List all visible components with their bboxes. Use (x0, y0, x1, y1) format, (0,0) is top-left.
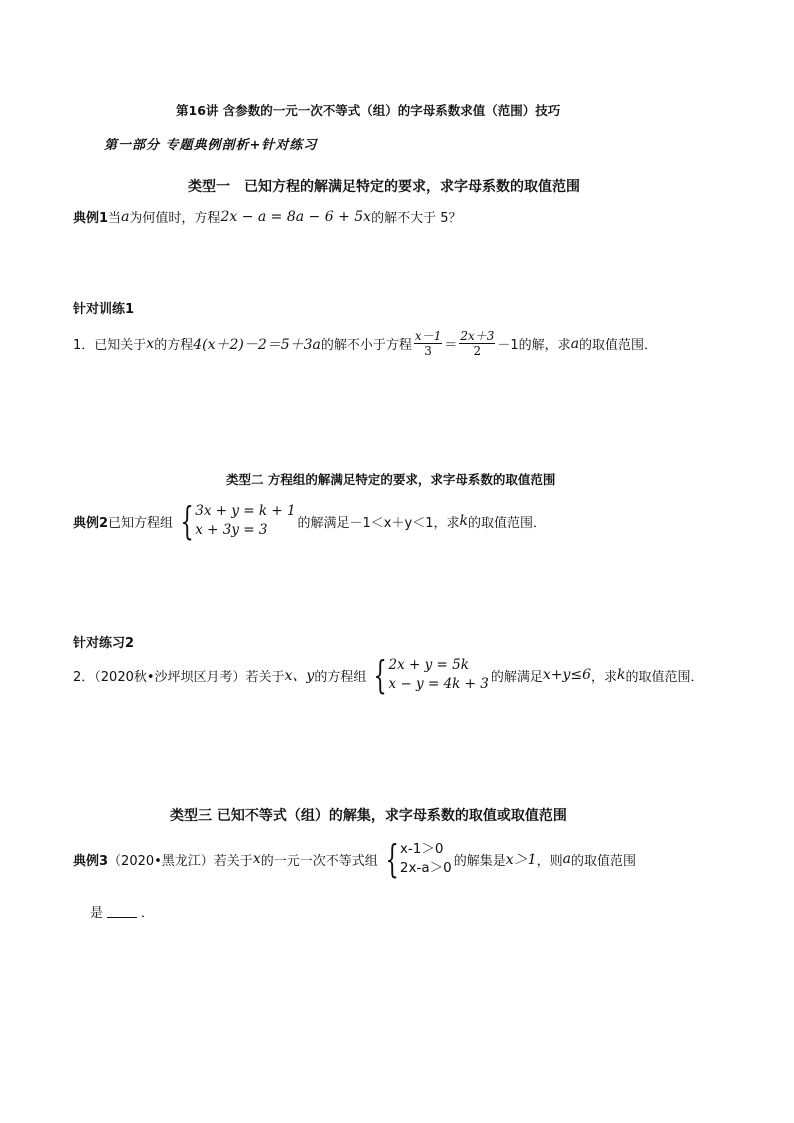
fraction-1: $\frac{x-1}{3}$ (414, 329, 442, 358)
page-title: 第16讲 含参数的一元一次不等式（组）的字母系数求值（范围）技巧 (176, 103, 561, 118)
question1-equation: 4(x＋2)－2＝5＋3a (193, 336, 321, 353)
left-brace: { (385, 837, 399, 881)
type2-heading: 类型二 方程组的解满足特定的要求，求字母系数的取值范围 (226, 472, 556, 487)
example1-line: 典例1 当 a 为何值时，方程 2x − a = 8a − 6 + 5x 的解不大于 5？ (73, 208, 462, 226)
type1-heading: 类型一 已知方程的解满足特定的要求，求字母系数的取值范围 (188, 179, 580, 195)
fraction-2: $\frac{2x+3}{2}$ (460, 329, 495, 358)
practice1-label: 针对训练1 (73, 302, 135, 317)
example1-equation: 2x − a = 8a − 6 + 5x (220, 208, 372, 225)
left-brace: { (180, 499, 194, 543)
example2-label: 典例2 (73, 515, 109, 531)
part-heading: 第一部分 专题典例剖析+针对练习 (104, 138, 318, 153)
inequality-system-3: { x-1＞0 2x-a＞0 (385, 837, 452, 881)
question2-line: 2．（2020秋•沙坪坝区月考）若关于 x、y 的方程组 { 2x + y = 5k x − y = 4k + 3 的解满足 x+y≤6 ，求 k 的取值范围． (73, 653, 704, 697)
example1-label: 典例1 (73, 211, 109, 226)
example3-continuation: 是 ． (90, 906, 155, 921)
question1-line: 1．已知关于 x 的方程 4(x＋2)－2＝5＋3a 的解不小于方程 $\frac{x-1}{3}$ ＝ $\frac{2x+3}{2}$ －1 的解，求 a 的取值范围． (73, 329, 658, 358)
practice2-label: 针对练习2 (73, 636, 135, 651)
equation-system-q2: { 2x + y = 5k x − y = 4k + 3 (373, 653, 489, 697)
example3-label: 典例3 (73, 853, 109, 869)
example2-line: 典例2 已知方程组 { 3x + y = k + 1 x + 3y = 3 的解满足－1＜x＋y＜1，求 k 的取值范围． (73, 499, 546, 543)
answer-blank[interactable] (107, 905, 137, 918)
equation-system-2: { 3x + y = k + 1 x + 3y = 3 (180, 499, 296, 543)
type3-heading: 类型三 已知不等式（组）的解集，求字母系数的取值或取值范围 (170, 808, 567, 824)
left-brace: { (373, 653, 388, 697)
example3-line: 典例3 （2020•黑龙江）若关于 x 的一元一次不等式组 { x-1＞0 2x-a＞0 的解集是 x＞1 ，则 a 的取值范围 (73, 837, 636, 881)
